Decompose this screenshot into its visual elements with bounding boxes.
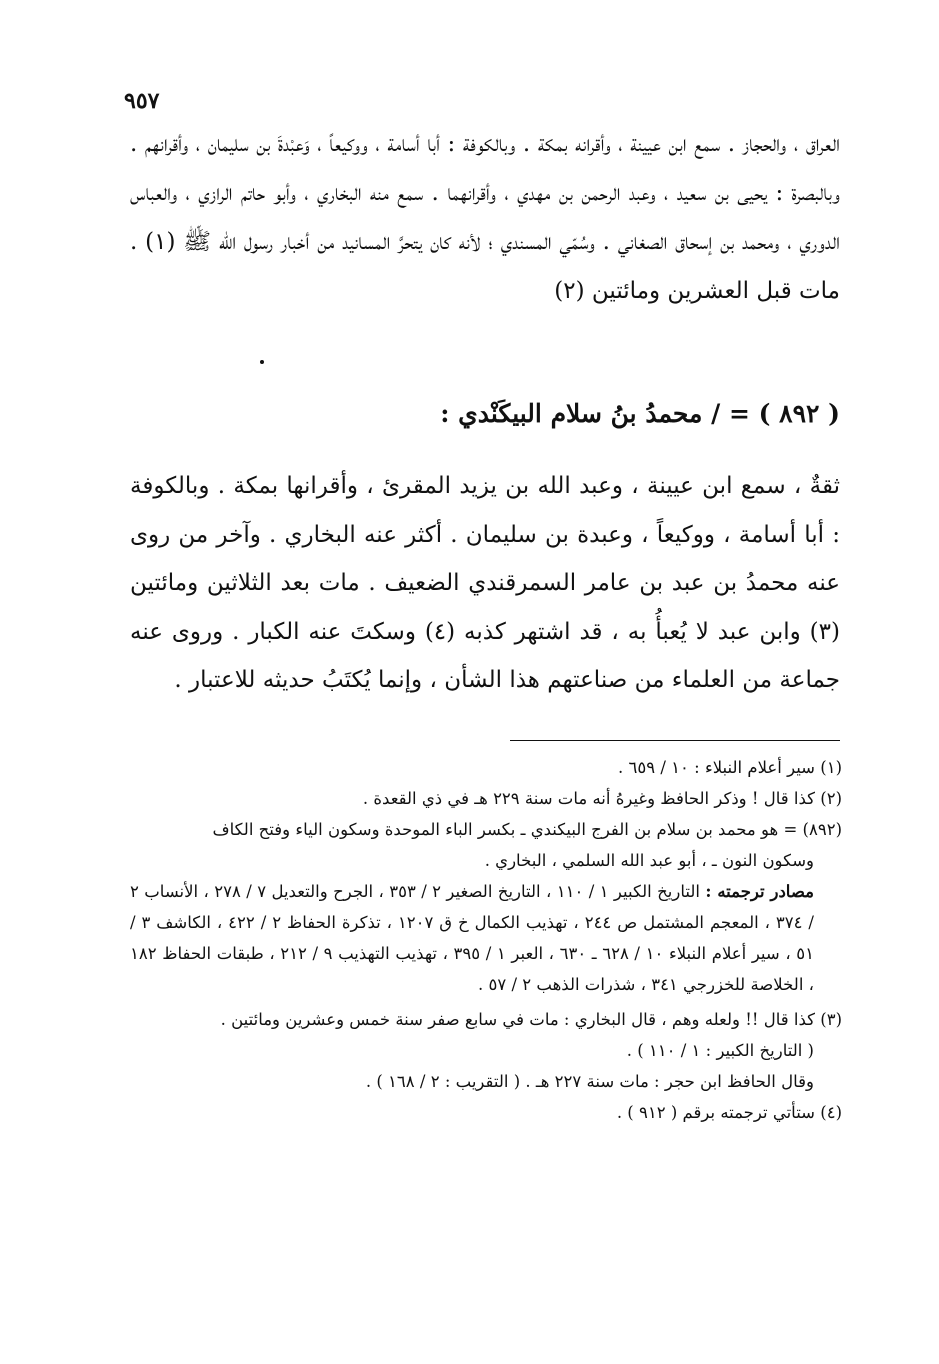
footnote-line: (٣) كذا قال !! ولعله وهم ، قال البخاري : مات في سابع صفر سنة خمس وعشرين ومائتين . bbox=[220, 1010, 842, 1029]
footnote-line: وسكون النون ـ ، أبو عبد الله السلمي ، البخاري . bbox=[484, 851, 814, 870]
footnote-line: (٨٩٢) = هو محمد بن سلام بن الفرج البيكندي ـ بكسر الباء الموحدة وسكون الياء وفتح الكاف bbox=[212, 820, 842, 839]
ink-dot bbox=[260, 360, 264, 364]
footnote-1 bbox=[130, 752, 842, 783]
entry-body-block bbox=[130, 462, 840, 705]
footnote-divider bbox=[510, 740, 840, 741]
main-paragraph-block bbox=[130, 120, 840, 316]
entry-body: ثقةٌ ، سمع ابن عيينة ، وعبد الله بن يزيد المقرئ ، وأقرانها بمكة . وبالكوفة : أبا أسامة ، ووكيعاً ، وعبدة بن سليمان . أكثر عنه البخاري . وآخر من روى عنه محمدُ بن عبد بن عامر السمرقندي الضعيف . مات بعد الثلاثين ومائتين (٣) وابن عبد لا يُعبأُ به ، قد اشتهر كذبه (٤) وسكتَ عنه الكبار . وروى عنه جماعة من العلماء من صناعتهم هذا الشأن ، وإنما يُكتَبُ حديثه للاعتبار . bbox=[130, 473, 841, 693]
entry-heading: ( ٨٩٢ ) = / محمدُ بنُ سلام البيكَنْدي : bbox=[440, 399, 840, 428]
footnote-line: وقال الحافظ ابن حجر : مات سنة ٢٢٧ هـ . ( التقريب : ٢ / ١٦٨ ) . bbox=[365, 1072, 814, 1091]
footnote-line: (١) سير أعلام النبلاء : ١٠ / ٦٥٩ . bbox=[618, 758, 842, 777]
sources-label: مصادر ترجمته : bbox=[705, 882, 814, 901]
footnotes bbox=[130, 752, 842, 1128]
footnote-entry-892 bbox=[130, 814, 842, 876]
footnote-3 bbox=[130, 1004, 842, 1097]
main-paragraph: العراق ، والحجاز . سمع ابن عيينة ، وأقرانه بمكة . وبالكوفة : أبا أسامة ، ووكيعاً ، وَعبْدةَ بن سليمان ، وأقرانهم . وبالبصرة : يحيى بن سعيد ، وعبد الرحمن بن مهدي ، وأقرانهما . سمع منه البخاري ، وأبو حاتم الرازي ، والعباس الدوري ، ومحمد بن إسحاق الصغاني . وسُمّي المسندي ؛ لأنه كان يتحرَّ المسانيد من أخبار رسول الله ﷺ (١) . مات قبل العشرين ومائتين (٢) bbox=[130, 131, 840, 304]
footnote-sources bbox=[130, 876, 842, 1000]
sources-list: التاريخ الكبير ١ / ١١٠ ، التاريخ الصغير ٢ / ٣٥٣ ، الجرح والتعديل ٧ / ٢٧٨ ، الأنساب ٢ / ٣٧٤ ، المعجم المشتمل ص ٢٤٤ ، تهذيب الكمال خ ق ١٢٠٧ ، تذكرة الحفاظ ٢ / ٤٢٢ ، الكاشف ٣ / ٥١ ، سير أعلام النبلاء ١٠ / ٦٢٨ ـ ٦٣٠ ، العبر ١ / ٣٩٥ ، تهذيب التهذيب ٩ / ٢١٢ ، طبقات الحفاظ ١٨٢ ، الخلاصة للخزرجي ٣٤١ ، شذرات الذهب ٢ / ٥٧ . bbox=[130, 882, 814, 994]
footnote-2 bbox=[130, 783, 842, 814]
footnote-4 bbox=[130, 1097, 842, 1128]
page-number: ٩٥٧ bbox=[124, 88, 160, 114]
footnote-line: (٢) كذا قال ! وذكر الحافظ وغيرهُ أنه مات سنة ٢٢٩ هـ في ذي القعدة . bbox=[362, 789, 842, 808]
footnote-line: ( التاريخ الكبير : ١ / ١١٠ ) . bbox=[626, 1041, 814, 1060]
footnote-line: (٤) ستأتي ترجمته برقم ( ٩١٢ ) . bbox=[616, 1103, 842, 1122]
